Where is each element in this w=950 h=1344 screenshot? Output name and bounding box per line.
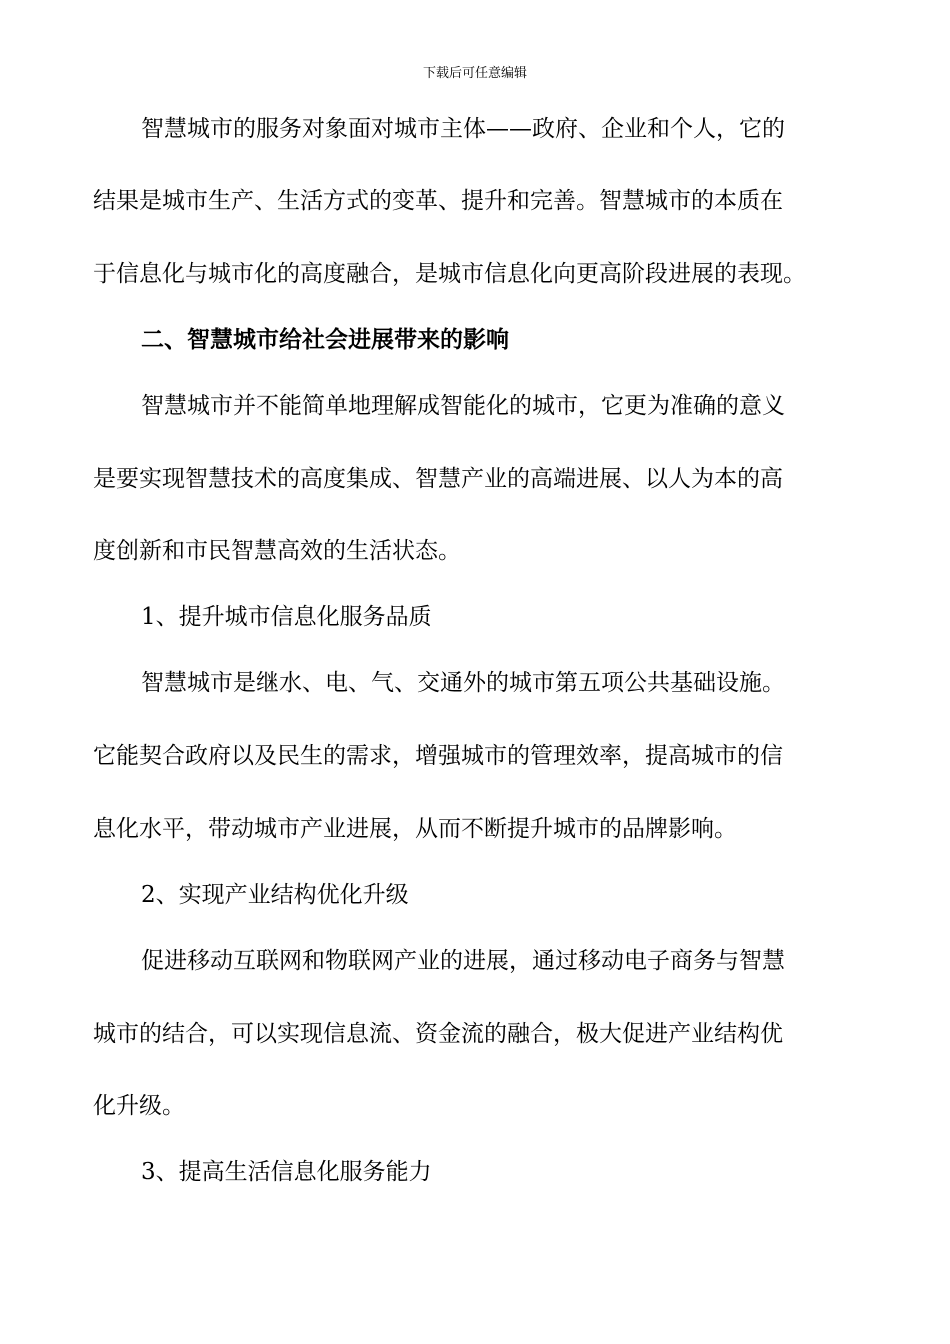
paragraph-line: 智慧城市的服务对象面对城市主体——政府、企业和个人，它的 <box>141 116 785 142</box>
paragraph-line: 结果是城市生产、生活方式的变革、提升和完善。智慧城市的本质在 <box>93 188 783 214</box>
paragraph-line: 它能契合政府以及民生的需求，增强城市的管理效率，提高城市的信 <box>93 743 783 769</box>
subsection-heading: 3、提高生活信息化服务能力 <box>141 1159 432 1185</box>
paragraph-line: 促进移动互联网和物联网产业的进展，通过移动电子商务与智慧 <box>141 948 785 974</box>
subsection-heading: 2、实现产业结构优化升级 <box>141 882 409 908</box>
paragraph-line: 是要实现智慧技术的高度集成、智慧产业的高端进展、以人为本的高 <box>93 466 783 492</box>
section-heading: 二、智慧城市给社会进展带来的影响 <box>141 327 509 353</box>
subsection-heading: 1、提升城市信息化服务品质 <box>141 604 432 630</box>
page-header: 下载后可任意编辑 <box>422 66 527 81</box>
paragraph-line: 息化水平，带动城市产业进展，从而不断提升城市的品牌影响。 <box>93 816 737 842</box>
paragraph-line: 智慧城市并不能简单地理解成智能化的城市，它更为准确的意义 <box>141 393 785 419</box>
paragraph-line: 化升级。 <box>93 1093 185 1119</box>
paragraph-line: 度创新和市民智慧高效的生活状态。 <box>93 538 461 564</box>
paragraph-line: 智慧城市是继水、电、气、交通外的城市第五项公共基础设施。 <box>141 670 785 696</box>
paragraph-line: 城市的结合，可以实现信息流、资金流的融合，极大促进产业结构优 <box>93 1021 783 1047</box>
paragraph-line: 于信息化与城市化的高度融合，是城市信息化向更高阶段进展的表现。 <box>93 261 806 287</box>
